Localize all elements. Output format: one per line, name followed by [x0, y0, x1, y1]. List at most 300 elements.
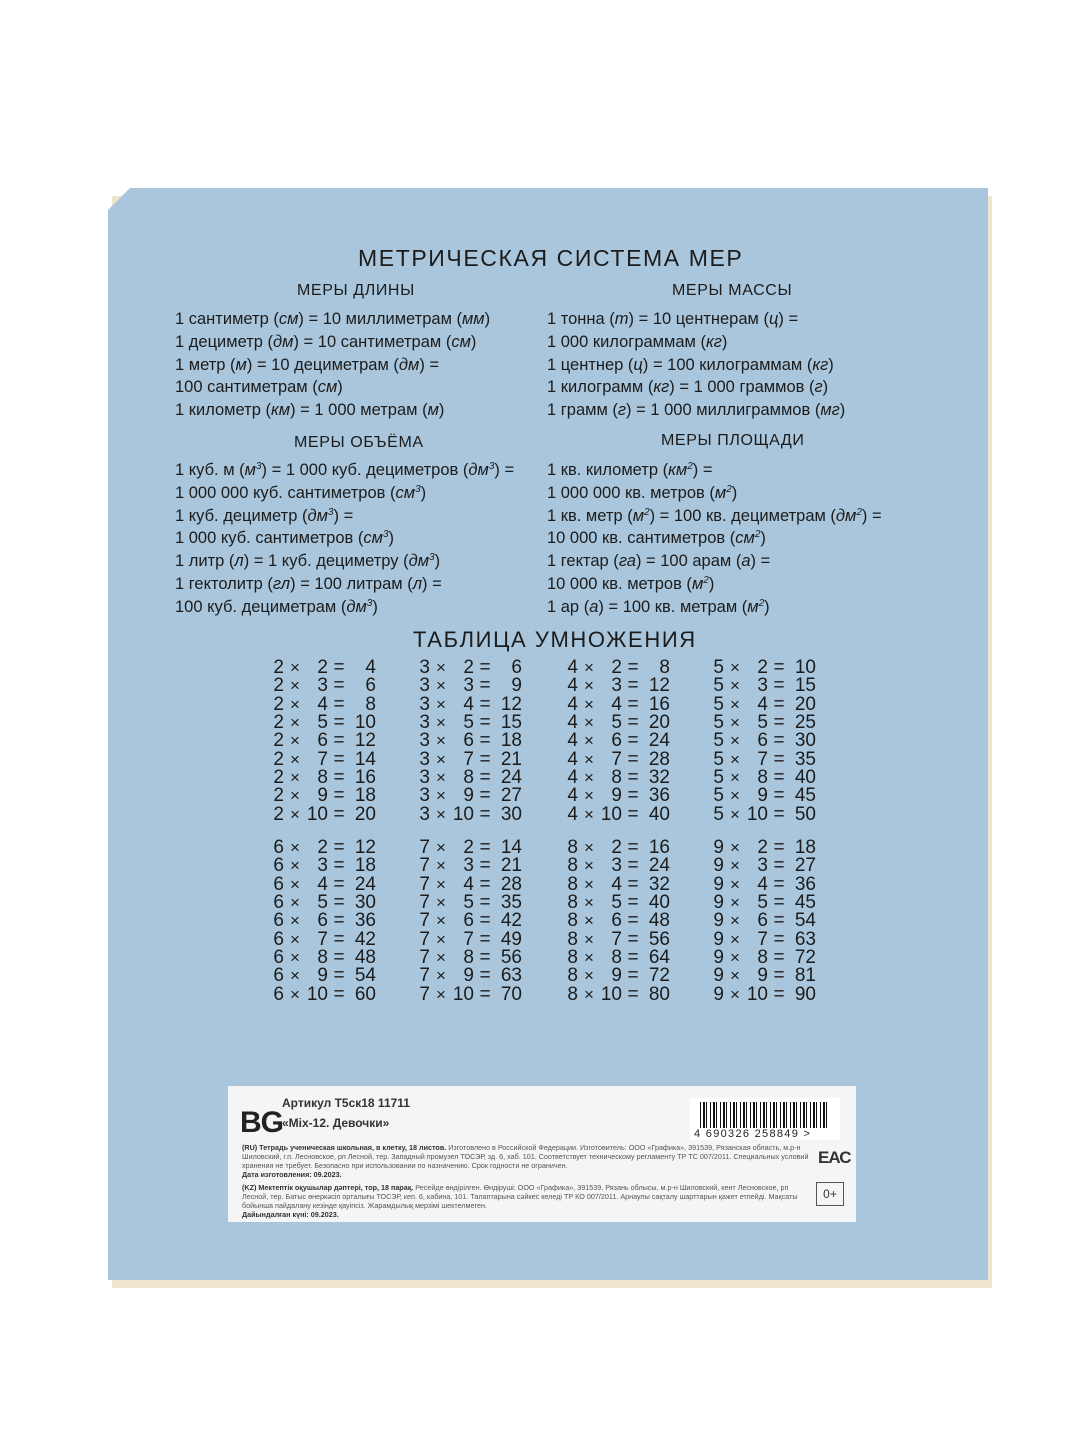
line-text: ) = 100 килограммам ( — [642, 355, 813, 374]
times-sign: × — [584, 929, 594, 949]
unit-power: 2 — [754, 529, 761, 541]
unit-abbr: м — [427, 401, 439, 420]
product: 56 — [500, 947, 522, 969]
times-sign: × — [584, 786, 594, 806]
unit-power: 3 — [382, 529, 389, 541]
equals-sign: = — [479, 928, 491, 950]
mult-table-6 — [270, 839, 376, 1004]
kz-date: Дайындалған күні: 09.2023. — [242, 1210, 339, 1219]
factor-a: 8 — [567, 873, 578, 895]
mult-row — [564, 803, 670, 825]
mult-row — [564, 912, 670, 930]
factor-b: 4 — [757, 693, 768, 715]
line-text: 1 литр ( — [175, 552, 235, 571]
times-sign: × — [290, 874, 300, 894]
line-text: ) — [434, 552, 441, 571]
unit-abbr: м — [632, 506, 645, 525]
times-sign: × — [730, 694, 740, 714]
equals-sign: = — [333, 873, 345, 895]
factor-a: 3 — [419, 748, 430, 770]
line-text: ) — [438, 401, 445, 420]
factor-b: 5 — [611, 712, 622, 734]
factor-b: 9 — [317, 965, 328, 987]
factor-b: 8 — [611, 767, 622, 789]
factor-a: 2 — [273, 785, 284, 807]
product: 36 — [354, 910, 376, 932]
unit-abbr: дм — [398, 355, 420, 374]
product: 12 — [354, 730, 376, 752]
factor-a: 5 — [713, 675, 724, 697]
mult-table-5 — [710, 659, 816, 824]
unit-abbr: ц — [768, 310, 779, 328]
unit-power: 2 — [687, 461, 693, 472]
equals-sign: = — [627, 983, 639, 1005]
area-line — [547, 459, 882, 482]
times-sign: × — [730, 731, 740, 751]
equals-sign: = — [479, 837, 491, 858]
product: 6 — [365, 675, 376, 697]
unit-abbr: кг — [653, 378, 670, 397]
unit-abbr: дм — [408, 552, 430, 571]
times-sign: × — [290, 768, 300, 788]
equals-sign: = — [773, 837, 785, 858]
brand-logo: BG — [240, 1106, 283, 1139]
equals-sign: = — [627, 837, 639, 858]
factor-b: 6 — [757, 730, 768, 752]
times-sign: × — [436, 804, 446, 824]
times-sign: × — [730, 658, 740, 677]
mult-table-2 — [270, 659, 376, 824]
factor-b: 8 — [611, 947, 622, 969]
times-sign: × — [436, 948, 446, 968]
product-label — [228, 1086, 856, 1222]
factor-a: 8 — [567, 928, 578, 950]
factor-a: 2 — [273, 675, 284, 697]
factor-a: 9 — [713, 873, 724, 895]
equals-sign: = — [773, 928, 785, 950]
factor-b: 9 — [611, 785, 622, 807]
unit-abbr: см — [363, 529, 383, 548]
factor-a: 9 — [713, 947, 724, 969]
factor-a: 8 — [567, 855, 578, 877]
mult-row — [270, 967, 376, 985]
line-text: ) — [470, 332, 477, 351]
mult-row — [710, 732, 816, 750]
equals-sign: = — [627, 965, 639, 987]
factor-a: 6 — [273, 983, 284, 1005]
unit-abbr: л — [234, 552, 244, 571]
times-sign: × — [730, 856, 740, 876]
unit-power: 3 — [415, 483, 421, 495]
mult-row — [416, 983, 522, 1005]
product: 30 — [500, 803, 522, 825]
factor-a: 6 — [273, 873, 284, 895]
factor-b: 3 — [757, 855, 768, 877]
mult-table-7 — [416, 839, 522, 1004]
equals-sign: = — [627, 767, 639, 789]
line-text: ) — [708, 574, 715, 593]
factor-a: 3 — [419, 767, 430, 789]
factor-a: 4 — [567, 803, 578, 825]
factor-a: 7 — [419, 947, 430, 969]
factor-b: 5 — [757, 892, 768, 914]
equals-sign: = — [479, 873, 491, 895]
line-text: ) — [388, 529, 394, 548]
unit-abbr: л — [412, 574, 423, 593]
factor-b: 8 — [317, 767, 328, 789]
line-text: ) — [828, 355, 834, 374]
unit-power: 3 — [366, 597, 373, 609]
area-line — [547, 596, 882, 619]
mult-table-8 — [564, 839, 670, 1004]
equals-sign: = — [479, 855, 491, 877]
equals-sign: = — [773, 947, 785, 969]
product: 27 — [500, 785, 522, 807]
factor-a: 7 — [419, 837, 430, 858]
factor-a: 3 — [419, 730, 430, 752]
times-sign: × — [584, 966, 594, 986]
product: 40 — [794, 767, 816, 789]
equals-sign: = — [333, 657, 345, 678]
times-sign: × — [290, 731, 300, 751]
equals-sign: = — [627, 657, 639, 678]
line-text: ) = — [750, 552, 771, 571]
unit-abbr: м — [747, 597, 759, 616]
product: 70 — [500, 983, 522, 1005]
unit-abbr: см — [317, 378, 338, 397]
factor-b: 2 — [757, 657, 768, 678]
factor-b: 7 — [463, 748, 474, 770]
factor-a: 5 — [713, 693, 724, 715]
product: 10 — [794, 657, 816, 678]
line-text: 1 дециметр ( — [175, 332, 274, 351]
factor-b: 10 — [600, 803, 622, 825]
times-sign: × — [290, 856, 300, 876]
product: 30 — [354, 892, 376, 914]
times-sign: × — [730, 768, 740, 788]
times-sign: × — [730, 984, 740, 1004]
mult-row — [270, 803, 376, 825]
factor-b: 7 — [757, 928, 768, 950]
factor-b: 9 — [611, 965, 622, 987]
times-sign: × — [290, 838, 300, 857]
equals-sign: = — [479, 910, 491, 932]
factor-a: 5 — [713, 803, 724, 825]
factor-b: 2 — [317, 837, 328, 858]
mult-row — [564, 857, 670, 875]
product: 72 — [794, 947, 816, 969]
times-sign: × — [290, 984, 300, 1004]
length-line — [175, 354, 490, 377]
factor-b: 4 — [317, 873, 328, 895]
line-text: ) = 100 кв. дециметрам ( — [649, 506, 836, 525]
factor-a: 7 — [419, 855, 430, 877]
line-text: 1 метр ( — [175, 355, 236, 374]
factor-b: 4 — [757, 873, 768, 895]
equals-sign: = — [627, 675, 639, 697]
volume-list — [175, 459, 514, 619]
factor-b: 6 — [611, 910, 622, 932]
factor-a: 8 — [567, 947, 578, 969]
factor-a: 8 — [567, 910, 578, 932]
unit-abbr: а — [589, 597, 599, 616]
factor-b: 7 — [611, 928, 622, 950]
mass-line — [547, 308, 845, 331]
product: 24 — [354, 873, 376, 895]
line-text: ) — [822, 378, 829, 397]
times-sign: × — [290, 658, 300, 677]
factor-a: 3 — [419, 803, 430, 825]
equals-sign: = — [333, 983, 345, 1005]
volume-line — [175, 505, 514, 528]
ru-text: Изготовлено в Российской Федерации. Изготовитель: ООО «Графика», 391539, Рязанская область, м.р-н Шиловский, г.п. Лесновское, рп Лесной, тер. Западный промузел ТОСЭР, зд. 6, хаб. 101. Соответствует техническому регламенту ТР ТС 007/2011. Специальных условий хранения не требует. Безопасно при использовании по назначению. Срок годности не ограничен. — [242, 1143, 809, 1170]
unit-abbr: дм — [307, 506, 328, 525]
line-text: 1 километр ( — [175, 401, 271, 420]
times-sign: × — [584, 694, 594, 714]
article-number: Артикул Т5ск18 11711 — [282, 1096, 410, 1110]
times-sign: × — [730, 966, 740, 986]
equals-sign: = — [773, 748, 785, 770]
factor-a: 7 — [419, 873, 430, 895]
equals-sign: = — [333, 785, 345, 807]
line-text: ) = — [778, 310, 799, 328]
volume-line — [175, 482, 514, 505]
factor-b: 8 — [463, 947, 474, 969]
line-text: ) = — [494, 461, 515, 479]
line-text: ) = 1 000 метрам ( — [290, 401, 428, 420]
factor-a: 3 — [419, 693, 430, 715]
equals-sign: = — [333, 947, 345, 969]
times-sign: × — [730, 893, 740, 913]
times-sign: × — [436, 874, 446, 894]
factor-b: 5 — [317, 712, 328, 734]
times-sign: × — [730, 786, 740, 806]
mult-row — [710, 967, 816, 985]
product: 45 — [794, 785, 816, 807]
times-sign: × — [290, 966, 300, 986]
product: 42 — [354, 928, 376, 950]
factor-a: 7 — [419, 928, 430, 950]
equals-sign: = — [479, 675, 491, 697]
times-sign: × — [730, 676, 740, 696]
factor-a: 6 — [273, 837, 284, 858]
line-text: ) = 1 000 граммов ( — [669, 378, 815, 397]
factor-a: 9 — [713, 837, 724, 858]
factor-b: 2 — [757, 837, 768, 858]
factor-b: 5 — [317, 892, 328, 914]
line-text: 1 кв. метр ( — [547, 506, 633, 525]
factor-b: 3 — [463, 675, 474, 697]
factor-b: 10 — [306, 983, 328, 1005]
area-heading: МЕРЫ ПЛОЩАДИ — [661, 432, 805, 449]
times-sign: × — [730, 838, 740, 857]
factor-b: 7 — [463, 928, 474, 950]
factor-b: 6 — [463, 910, 474, 932]
line-text: 1 кв. километр ( — [547, 461, 669, 479]
length-list — [175, 308, 490, 422]
equals-sign: = — [333, 965, 345, 987]
mult-row — [416, 677, 522, 695]
equals-sign: = — [333, 910, 345, 932]
line-text: 1 сантиметр ( — [175, 310, 279, 328]
product: 32 — [648, 767, 670, 789]
factor-b: 2 — [317, 657, 328, 678]
line-text: 1 куб. дециметр ( — [175, 506, 308, 525]
times-sign: × — [730, 874, 740, 894]
barcode-bars — [700, 1102, 830, 1128]
times-sign: × — [436, 929, 446, 949]
product: 49 — [500, 928, 522, 950]
product: 56 — [648, 928, 670, 950]
factor-b: 6 — [611, 730, 622, 752]
product: 64 — [648, 947, 670, 969]
factor-b: 8 — [757, 947, 768, 969]
equals-sign: = — [773, 873, 785, 895]
equals-sign: = — [773, 712, 785, 734]
line-text: 1 гектолитр ( — [175, 574, 273, 593]
product: 80 — [648, 983, 670, 1005]
equals-sign: = — [627, 748, 639, 770]
times-sign: × — [436, 966, 446, 986]
factor-b: 2 — [611, 657, 622, 678]
line-text: 1 гектар ( — [547, 552, 619, 571]
area-line — [547, 527, 882, 550]
line-text: ) = 10 дециметрам ( — [246, 355, 399, 374]
times-sign: × — [436, 911, 446, 931]
factor-b: 3 — [757, 675, 768, 697]
times-sign: × — [730, 804, 740, 824]
unit-abbr: дм — [468, 461, 489, 479]
unit-abbr: га — [618, 552, 636, 571]
kz-title: (KZ) Мектептік оқушылар дәптері, тор, 18 парақ. — [242, 1183, 414, 1192]
times-sign: × — [584, 984, 594, 1004]
unit-abbr: м — [691, 574, 704, 593]
product: 72 — [648, 965, 670, 987]
line-text: 1 000 куб. сантиметров ( — [175, 529, 364, 548]
factor-b: 10 — [746, 803, 768, 825]
length-heading: МЕРЫ ДЛИНЫ — [297, 282, 415, 299]
product: 16 — [354, 767, 376, 789]
equals-sign: = — [773, 855, 785, 877]
line-text: ) — [731, 483, 738, 502]
equals-sign: = — [773, 983, 785, 1005]
mult-row — [710, 677, 816, 695]
factor-a: 3 — [419, 675, 430, 697]
equals-sign: = — [627, 892, 639, 914]
times-sign: × — [436, 838, 446, 857]
line-text: 1 куб. м ( — [175, 461, 245, 479]
unit-abbr: см — [395, 483, 416, 502]
factor-a: 5 — [713, 785, 724, 807]
times-sign: × — [584, 856, 594, 876]
unit-abbr: км — [668, 461, 688, 479]
equals-sign: = — [627, 730, 639, 752]
mult-row — [564, 787, 670, 805]
mult-row — [416, 732, 522, 750]
factor-b: 6 — [463, 730, 474, 752]
times-sign: × — [436, 768, 446, 788]
mass-heading: МЕРЫ МАССЫ — [672, 282, 793, 299]
product: 18 — [354, 785, 376, 807]
mult-row — [270, 912, 376, 930]
line-text: ) — [372, 597, 378, 616]
factor-b: 6 — [757, 910, 768, 932]
product: 24 — [500, 767, 522, 789]
times-sign: × — [730, 948, 740, 968]
factor-b: 7 — [757, 748, 768, 770]
mult-row — [710, 803, 816, 825]
mult-row — [710, 787, 816, 805]
factor-b: 5 — [463, 892, 474, 914]
product: 40 — [648, 892, 670, 914]
product: 18 — [500, 730, 522, 752]
times-sign: × — [436, 676, 446, 696]
equals-sign: = — [773, 693, 785, 715]
unit-abbr: дм — [273, 332, 294, 351]
equals-sign: = — [773, 910, 785, 932]
unit-abbr: см — [278, 310, 299, 328]
unit-abbr: мм — [462, 310, 485, 328]
equals-sign: = — [773, 675, 785, 697]
product: 50 — [794, 803, 816, 825]
equals-sign: = — [479, 767, 491, 789]
product: 32 — [648, 873, 670, 895]
equals-sign: = — [333, 892, 345, 914]
factor-a: 4 — [567, 693, 578, 715]
kz-description — [242, 1183, 802, 1219]
product: 21 — [500, 855, 522, 877]
times-sign: × — [584, 948, 594, 968]
factor-b: 3 — [317, 855, 328, 877]
factor-a: 8 — [567, 983, 578, 1005]
kz-text: Ресейде өндірілген. Өндіруші: ООО «Графика», 391539, Рязань облысы, м.р-н Шиловский, кент Лесновское, рп Лесной, тер. Батыс өнеркәсіп орталығы ТОСЭР, кеп. 6, кабина. 101. Талаптарына сәйкес келеді ТР КО 007/2011. Арнаулы сақталу шарттарын қажет етпейді. Мақсаты бойынша пайдалану кезінде қауіпсіз. Жарамдылық мерзімі шектелмеген. — [242, 1183, 798, 1210]
factor-b: 5 — [463, 712, 474, 734]
product: 40 — [648, 803, 670, 825]
mult-row — [416, 803, 522, 825]
factor-a: 2 — [273, 693, 284, 715]
factor-b: 9 — [757, 965, 768, 987]
line-text: ) = 100 кв. метрам ( — [598, 597, 748, 616]
factor-a: 7 — [419, 892, 430, 914]
equals-sign: = — [479, 657, 491, 678]
factor-b: 7 — [317, 928, 328, 950]
product: 63 — [500, 965, 522, 987]
unit-abbr: кг — [812, 355, 829, 374]
mult-row — [270, 857, 376, 875]
mult-row — [416, 967, 522, 985]
factor-a: 4 — [567, 675, 578, 697]
line-text: ) = — [419, 355, 440, 374]
equals-sign: = — [627, 693, 639, 715]
equals-sign: = — [333, 748, 345, 770]
line-text: ) = 100 арам ( — [635, 552, 742, 571]
factor-b: 4 — [463, 693, 474, 715]
factor-b: 4 — [611, 873, 622, 895]
line-text: 1 килограмм ( — [547, 378, 654, 397]
line-text: 10 000 кв. метров ( — [547, 574, 692, 593]
line-text: ) = — [692, 461, 713, 479]
area-line — [547, 573, 882, 596]
times-sign: × — [290, 893, 300, 913]
factor-a: 6 — [273, 855, 284, 877]
length-line — [175, 399, 490, 422]
equals-sign: = — [479, 892, 491, 914]
factor-b: 7 — [317, 748, 328, 770]
product: 12 — [500, 693, 522, 715]
times-sign: × — [584, 838, 594, 857]
times-sign: × — [290, 786, 300, 806]
unit-abbr: г — [617, 401, 627, 420]
